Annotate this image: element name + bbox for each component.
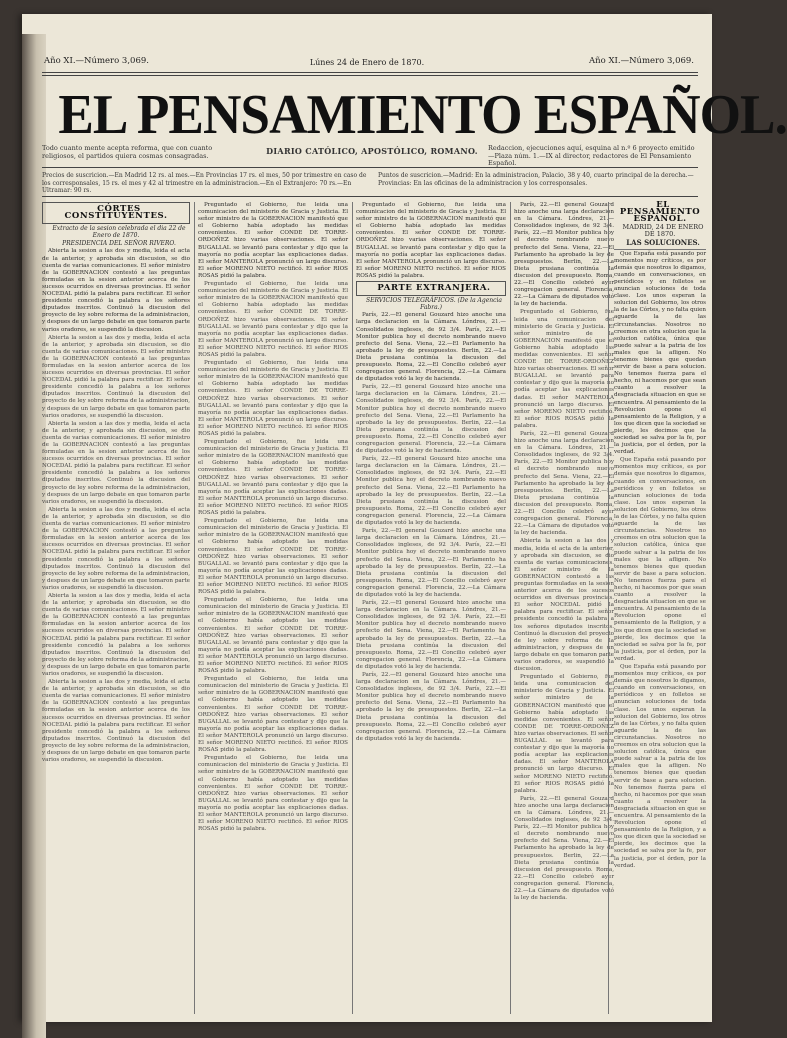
subscription-rule: [42, 167, 698, 168]
foreign-text-cont-4: París, 22.—El general Gouzard hizo anoche una larga declaracion en la Cámara. Lóndres, 21.—Consolidados ingleses, de 92 3/4. París, 22.—El Monitor publica hoy el decreto nombrando nuevo prefecto del Sena. Viena, 22.—El Parlamento ha aprobado la ley de presupuestos. Berlin, 22.—La Dieta prusiana continúa la discusion del presupuesto. Roma, 22.—El Concilio celebró ayer congregacion general. Florencia, 22.—La Cámara de diputados votó la ley de hacienda.: [356, 600, 506, 670]
body-rule: [42, 196, 698, 197]
foreign-text-cont-3: París, 22.—El general Gouzard hizo anoche una larga declaracion en la Cámara. Lóndres, 21.—Consolidados ingleses, de 92 3/4. París, 22.—El Monitor publica hoy el decreto nombrando nuevo prefecto del Sena. Viena, 22.—El Parlamento ha aprobado la ley de presupuestos. Berlin, 22.—La Dieta prusiana continúa la discusion del presupuesto. Roma, 22.—El Concilio celebró ayer congregacion general. Florencia, 22.—La Cámara de diputados votó la ley de hacienda.: [356, 528, 506, 598]
administration-note: Redaccion, ejecuciones aquí, esquina al n.º 6 proyecto emitido—Plaza núm. 1.—IX al director, redactores de El Pensamiento Español.: [488, 144, 695, 167]
session-text-cont-4: Preguntado el Gobierno, fue leida una comunicacion del ministerio de Gracia y Justicia. El señor ministro de la GOBERNACION manifestó que el Gobierno había adoptado las medidas convenientes. El señor CONDE DE TORRE-ORDOÑEZ hizo varias observaciones. El señor BUGALLAL se levantó para contestar y dijo que la mayoría no podía aceptar las explicaciones dadas. El señor MANTEROLA pronunció un largo discurso. El señor MORENO NIETO rectificó. El señor RIOS ROSAS pidió la palabra.: [198, 518, 348, 596]
news-text-cont-5: París, 22.—El general Gouzard hizo anoche una larga declaracion en la Cámara. Lóndres, 21.—Consolidados ingleses, de 92 3/4. París, 22.—El Monitor publica hoy el decreto nombrando nuevo prefecto del Sena. Viena, 22.—El Parlamento ha aprobado la ley de presupuestos. Berlin, 22.—La Dieta prusiana continúa la discusion del presupuesto. Roma, 22.—El Concilio celebró ayer congregacion general. Florencia, 22.—La Cámara de diputados votó la ley de hacienda.: [514, 795, 614, 902]
column-divider: [352, 202, 353, 1014]
news-text: París, 22.—El general Gouzard hizo anoche una larga declaracion en la Cámara. Lóndres, 21.—Consolidados ingleses, de 92 3/4. París, 22.—El Monitor publica hoy el decreto nombrando nuevo prefecto del Sena. Viena, 22.—El Parlamento ha aprobado la ley de presupuestos. Berlin, 22.—La Dieta prusiana continúa la discusion del presupuesto. Roma, 22.—El Concilio celebró ayer congregacion general. Florencia, 22.—La Cámara de diputados votó la ley de hacienda.: [514, 202, 614, 308]
foreign-text-cont-5: París, 22.—El general Gouzard hizo anoche una larga declaracion en la Cámara. Lóndres, 21.—Consolidados ingleses, de 92 3/4. París, 22.—El Monitor publica hoy el decreto nombrando nuevo prefecto del Sena. Viena, 22.—El Parlamento ha aprobado la ley de presupuestos. Berlin, 22.—La Dieta prusiana continúa la discusion del presupuesto. Roma, 22.—El Concilio celebró ayer congregacion general. Florencia, 22.—La Cámara de diputados votó la ley de hacienda.: [356, 672, 506, 742]
foreign-text: París, 22.—El general Gouzard hizo anoche una larga declaracion en la Cámara. Lóndres, 21.—Consolidados ingleses, de 92 3/4. París, 22.—El Monitor publica hoy el decreto nombrando nuevo prefecto del Sena. Viena, 22.—El Parlamento ha aprobado la ley de presupuestos. Berlin, 22.—La Dieta prusiana continúa la discusion del presupuesto. Roma, 22.—El Concilio celebró ayer congregacion general. Florencia, 22.—La Cámara de diputados votó la ley de hacienda.: [356, 312, 506, 383]
column-cortes: [42, 202, 190, 1014]
column-news: [514, 202, 614, 1014]
cortes-text: Abierta la sesion a las dos y media, leida el acta de la anterior, y aprobada sin discusion, se dio cuenta de varias comunicaciones. El señor ministro de la GOBERNACION contestó a las preguntas formuladas en la sesion anterior acerca de los sucesos ocurridos en diversas provincias. El señor NOCEDAL pidió la palabra para rectificar. El señor presidente concedió la palabra a los señores diputados inscritos. Continuó la discusion del proyecto de ley sobre reforma de la administracion, y despues de un largo debate en que tomaron parte varios oradores, se suspendió la discusion.: [42, 248, 190, 333]
masthead-title: EL PENSAMIENTO ESPAÑOL.: [58, 84, 787, 146]
column-editorial: [614, 202, 706, 1014]
column-divider: [608, 202, 609, 1014]
cortes-text-cont-3: Abierta la sesion a las dos y media, leida el acta de la anterior, y aprobada sin discusion, se dio cuenta de varias comunicaciones. El señor ministro de la GOBERNACION contestó a las preguntas formuladas en la sesion anterior acerca de los sucesos ocurridos en diversas provincias. El señor NOCEDAL pidió la palabra para rectificar. El señor presidente concedió la palabra a los señores diputados inscritos. Continuó la discusion del proyecto de ley sobre reforma de la administracion, y despues de un largo debate en que tomaron parte varios oradores, se suspendió la discusion.: [42, 506, 190, 591]
top-rule-2: [42, 75, 698, 76]
news-text-cont-2: París, 22.—El general Gouzard hizo anoche una larga declaracion en la Cámara. Lóndres, 21.—Consolidados ingleses, de 92 3/4. París, 22.—El Monitor publica hoy el decreto nombrando nuevo prefecto del Sena. Viena, 22.—El Parlamento ha aprobado la ley de presupuestos. Berlin, 22.—La Dieta prusiana continúa la discusion del presupuesto. Roma, 22.—El Concilio celebró ayer congregacion general. Florencia, 22.—La Cámara de diputados votó la ley de hacienda.: [514, 431, 614, 537]
session-text-cont-3: Preguntado el Gobierno, fue leida una comunicacion del ministerio de Gracia y Justicia. El señor ministro de la GOBERNACION manifestó que el Gobierno había adoptado las medidas convenientes. El señor CONDE DE TORRE-ORDOÑEZ hizo varias observaciones. El señor BUGALLAL se levantó para contestar y dijo que la mayoría no podía aceptar las explicaciones dadas. El señor MANTEROLA pronunció un largo discurso. El señor MORENO NIETO rectificó. El señor RIOS ROSAS pidió la palabra.: [198, 439, 348, 517]
news-text-cont: Preguntado el Gobierno, fue leida una comunicacion del ministerio de Gracia y Justicia. El señor ministro de la GOBERNACION manifestó que el Gobierno había adoptado las medidas convenientes. El señor CONDE DE TORRE-ORDOÑEZ hizo varias observaciones. El señor BUGALLAL se levantó para contestar y dijo que la mayoría no podía aceptar las explicaciones dadas. El señor MANTEROLA pronunció un largo discurso. El señor MORENO NIETO rectificó. El señor RIOS ROSAS pidió la palabra.: [514, 309, 614, 429]
foreign-intro: Preguntado el Gobierno, fue leida una comunicacion del ministerio de Gracia y Justicia. El señor ministro de la GOBERNACION manifestó que el Gobierno había adoptado las medidas convenientes. El señor CONDE DE TORRE-ORDOÑEZ hizo varias observaciones. El señor BUGALLAL se levantó para contestar y dijo que la mayoría no podía aceptar las explicaciones dadas. El señor MANTEROLA pronunció un largo discurso. El señor MORENO NIETO rectificó. El señor RIOS ROSAS pidió la palabra.: [356, 202, 506, 279]
foreign-text-cont: París, 22.—El general Gouzard hizo anoche una larga declaracion en la Cámara. Lóndres, 21.—Consolidados ingleses, de 92 3/4. París, 22.—El Monitor publica hoy el decreto nombrando nuevo prefecto del Sena. Viena, 22.—El Parlamento ha aprobado la ley de presupuestos. Berlin, 22.—La Dieta prusiana continúa la discusion del presupuesto. Roma, 22.—El Concilio celebró ayer congregacion general. Florencia, 22.—La Cámara de diputados votó la ley de hacienda.: [356, 384, 506, 455]
editorial-masthead: EL PENSAMIENTO ESPAÑOL.: [619, 200, 701, 225]
session-text: Preguntado el Gobierno, fue leida una comunicacion del ministerio de Gracia y Justicia. El señor ministro de la GOBERNACION manifestó que el Gobierno había adoptado las medidas convenientes. El señor CONDE DE TORRE-ORDOÑEZ hizo varias observaciones. El señor BUGALLAL se levantó para contestar y dijo que la mayoría no podía aceptar las explicaciones dadas. El señor MANTEROLA pronunció un largo discurso. El señor MORENO NIETO rectificó. El señor RIOS ROSAS pidió la palabra.: [198, 202, 348, 279]
foreign-title: PARTE EXTRANJERA.: [356, 281, 506, 296]
top-rule: [42, 72, 698, 73]
editorial-date: MADRID, 24 DE ENERO DE 1870.: [622, 223, 704, 239]
news-text-cont-3: Abierta la sesion a las dos y media, leida el acta de la anterior, y aprobada sin discusion, se dio cuenta de varias comunicaciones. El señor ministro de la GOBERNACION contestó a las preguntas formuladas en la sesion anterior acerca de los sucesos ocurridos en diversas provincias. El señor NOCEDAL pidió la palabra para rectificar. El señor presidente concedió la palabra a los señores diputados inscritos. Continuó la discusion del proyecto de ley sobre reforma de la administracion, y despues de un largo debate en que tomaron parte varios oradores, se suspendió la discusion.: [514, 538, 614, 673]
column-divider: [510, 202, 511, 1014]
session-text-cont-2: Preguntado el Gobierno, fue leida una comunicacion del ministerio de Gracia y Justicia. El señor ministro de la GOBERNACION manifestó que el Gobierno había adoptado las medidas convenientes. El señor CONDE DE TORRE-ORDOÑEZ hizo varias observaciones. El señor BUGALLAL se levantó para contestar y dijo que la mayoría no podía aceptar las explicaciones dadas. El señor MANTEROLA pronunció un largo discurso. El señor MORENO NIETO rectificó. El señor RIOS ROSAS pidió la palabra.: [198, 360, 348, 437]
newspaper-page: [22, 14, 787, 1022]
cortes-presidency: PRESIDENCIA DEL SEÑOR RIVERO.: [62, 240, 176, 248]
editorial-text-cont-2: Que España está pasando por momentos muy críticos, es por demás que nosotros lo digamos, cuando en conversaciones, en periódicos y en folletos se anuncian soluciones de toda clase. Los unos esperan la solucion del Gobierno, los otros la de las Córtes, y no falta quien aguarde la de las circunstancias. Nosotros no creemos en otra solucion que la solucion católica, única que puede salvar a la patria de los males que la afligen. No tenemos bienes que quedan servir de base a para solucion. No tenemos fuerza para el hecho, ni hacemos por que sean cuanto a resolver la desgraciada situacion en que se encuentra. Al pensamiento de la Revolucion opone el pensamiento de la Religion, y a los que dicen que la sociedad se pierde, les decimos que la sociedad se salva por la fe, por la justicia, por el órden, por la verdad.: [614, 664, 706, 869]
editorial-text: Que España está pasando por momentos muy críticos, es por demás que nosotros lo digamos, cuando en conversaciones, en periódicos y en folletos se anuncian soluciones de toda clase. Los unos esperan la solucion del Gobierno, los otros la de las Córtes, y no falta quien aguarde la de las circunstancias. Nosotros no creemos en otra solucion que la solucion católica, única que puede salvar a la patria de los males que la afligen. No tenemos bienes que quedan servir de base a para solucion. No tenemos fuerza para el hecho, ni hacemos por que sean cuanto a resolver la desgraciada situacion en que se encuentra. Al pensamiento de la Revolucion opone el pensamiento de la Religion, y a los que dicen que la sociedad se pierde, les decimos que la sociedad se salva por la fe, por la justicia, por el órden, por la verdad.: [614, 250, 706, 456]
editorial-heading: LAS SOLUCIONES.: [614, 239, 706, 249]
subtitle: DIARIO CATÓLICO, APOSTÓLICO, ROMANO.: [266, 146, 478, 156]
foreign-text-cont-2: París, 22.—El general Gouzard hizo anoche una larga declaracion en la Cámara. Lóndres, 21.—Consolidados ingleses, de 92 3/4. París, 22.—El Monitor publica hoy el decreto nombrando nuevo prefecto del Sena. Viena, 22.—El Parlamento ha aprobado la ley de presupuestos. Berlin, 22.—La Dieta prusiana continúa la discusion del presupuesto. Roma, 22.—El Concilio celebró ayer congregacion general. Florencia, 22.—La Cámara de diputados votó la ley de hacienda.: [356, 456, 506, 527]
editorial-text-cont: Que España está pasando por momentos muy críticos, es por demás que nosotros lo digamos, cuando en conversaciones, en periódicos y en folletos se anuncian soluciones de toda clase. Los unos esperan la solucion del Gobierno, los otros la de las Córtes, y no falta quien aguarde la de las circunstancias. Nosotros no creemos en otra solucion que la solucion católica, única que puede salvar a la patria de los males que la afligen. No tenemos bienes que quedan servir de base a para solucion. No tenemos fuerza para el hecho, ni hacemos por que sean cuanto a resolver la desgraciada situacion en que se encuentra. Al pensamiento de la Revolucion opone el pensamiento de la Religion, y a los que dicen que la sociedad se pierde, les decimos que la sociedad se salva por la fe, por la justicia, por el órden, por la verdad.: [614, 457, 706, 662]
cortes-text-cont-4: Abierta la sesion a las dos y media, leida el acta de la anterior, y aprobada sin discusion, se dio cuenta de varias comunicaciones. El señor ministro de la GOBERNACION contestó a las preguntas formuladas en la sesion anterior acerca de los sucesos ocurridos en diversas provincias. El señor NOCEDAL pidió la palabra para rectificar. El señor presidente concedió la palabra a los señores diputados inscritos. Continuó la discusion del proyecto de ley sobre reforma de la administracion, y despues de un largo debate en que tomaron parte varios oradores, se suspendió la discusion.: [42, 592, 190, 677]
subscription-points: Puntos de suscricion.—Madrid: En la administracion, Palacio, 38 y 40, cuarto principal de la derecha.—Provincias: En las oficinas de la administracion y los corresponsales.: [378, 172, 694, 187]
session-text-cont-6: Preguntado el Gobierno, fue leida una comunicacion del ministerio de Gracia y Justicia. El señor ministro de la GOBERNACION manifestó que el Gobierno había adoptado las medidas convenientes. El señor CONDE DE TORRE-ORDOÑEZ hizo varias observaciones. El señor BUGALLAL se levantó para contestar y dijo que la mayoría no podía aceptar las explicaciones dadas. El señor MANTEROLA pronunció un largo discurso. El señor MORENO NIETO rectificó. El señor RIOS ROSAS pidió la palabra.: [198, 676, 348, 754]
cortes-subtitle: Extracto de la sesion celebrada el dia 22 de Enero de 1870.: [52, 225, 186, 240]
issue-date: Lúnes 24 de Enero de 1870.: [309, 58, 425, 67]
cortes-text-cont-2: Abierta la sesion a las dos y media, leida el acta de la anterior, y aprobada sin discusion, se dio cuenta de varias comunicaciones. El señor ministro de la GOBERNACION contestó a las preguntas formuladas en la sesion anterior acerca de los sucesos ocurridos en diversas provincias. El señor NOCEDAL pidió la palabra para rectificar. El señor presidente concedió la palabra a los señores diputados inscritos. Continuó la discusion del proyecto de ley sobre reforma de la administracion, y despues de un largo debate en que tomaron parte varios oradores, se suspendió la discusion.: [42, 420, 190, 505]
issue-number-left: Año XI.—Número 3,069.: [44, 56, 149, 66]
issue-number-right: Año XI.—Número 3,069.: [589, 56, 694, 66]
foreign-subtitle: SERVICIOS TELEGRÁFICOS. (De la Agencia Fabra.): [366, 297, 502, 312]
news-text-cont-4: Preguntado el Gobierno, fue leida una comunicacion del ministerio de Gracia y Justicia. El señor ministro de la GOBERNACION manifestó que el Gobierno había adoptado las medidas convenientes. El señor CONDE DE TORRE-ORDOÑEZ hizo varias observaciones. El señor BUGALLAL se levantó para contestar y dijo que la mayoría no podía aceptar las explicaciones dadas. El señor MANTEROLA pronunció un largo discurso. El señor MORENO NIETO rectificó. El señor RIOS ROSAS pidió la palabra.: [514, 674, 614, 794]
subscription-prices: Precios de suscricion.—En Madrid 12 rs. al mes.—En Provincias 17 rs. el mes, 50 por trimestre en caso de los corresponsales, 15 rs. el mes y 42 al trimestre en la administracion.—En el Extranjero: 70 rs.—En Ultramar: 90 rs.: [42, 172, 367, 194]
motto: Todo cuanto mente acepta reforma, que con cuanto religiosos, el partidos quiera cosmas consagradas.: [42, 144, 213, 160]
session-text-cont-5: Preguntado el Gobierno, fue leida una comunicacion del ministerio de Gracia y Justicia. El señor ministro de la GOBERNACION manifestó que el Gobierno había adoptado las medidas convenientes. El señor CONDE DE TORRE-ORDOÑEZ hizo varias observaciones. El señor BUGALLAL se levantó para contestar y dijo que la mayoría no podía aceptar las explicaciones dadas. El señor MANTEROLA pronunció un largo discurso. El señor MORENO NIETO rectificó. El señor RIOS ROSAS pidió la palabra.: [198, 597, 348, 675]
session-text-cont: Preguntado el Gobierno, fue leida una comunicacion del ministerio de Gracia y Justicia. El señor ministro de la GOBERNACION manifestó que el Gobierno había adoptado las medidas convenientes. El señor CONDE DE TORRE-ORDOÑEZ hizo varias observaciones. El señor BUGALLAL se levantó para contestar y dijo que la mayoría no podía aceptar las explicaciones dadas. El señor MANTEROLA pronunció un largo discurso. El señor MORENO NIETO rectificó. El señor RIOS ROSAS pidió la palabra.: [198, 281, 348, 358]
cortes-text-cont: Abierta la sesion a las dos y media, leida el acta de la anterior, y aprobada sin discusion, se dio cuenta de varias comunicaciones. El señor ministro de la GOBERNACION contestó a las preguntas formuladas en la sesion anterior acerca de los sucesos ocurridos en diversas provincias. El señor NOCEDAL pidió la palabra para rectificar. El señor presidente concedió la palabra a los señores diputados inscritos. Continuó la discusion del proyecto de ley sobre reforma de la administracion, y despues de un largo debate en que tomaron parte varios oradores, se suspendió la discusion.: [42, 334, 190, 419]
column-divider: [194, 202, 195, 1014]
session-text-cont-7: Preguntado el Gobierno, fue leida una comunicacion del ministerio de Gracia y Justicia. El señor ministro de la GOBERNACION manifestó que el Gobierno había adoptado las medidas convenientes. El señor CONDE DE TORRE-ORDOÑEZ hizo varias observaciones. El señor BUGALLAL se levantó para contestar y dijo que la mayoría no podía aceptar las explicaciones dadas. El señor MANTEROLA pronunció un largo discurso. El señor MORENO NIETO rectificó. El señor RIOS ROSAS pidió la palabra.: [198, 755, 348, 833]
cortes-text-cont-5: Abierta la sesion a las dos y media, leida el acta de la anterior, y aprobada sin discusion, se dio cuenta de varias comunicaciones. El señor ministro de la GOBERNACION contestó a las preguntas formuladas en la sesion anterior acerca de los sucesos ocurridos en diversas provincias. El señor NOCEDAL pidió la palabra para rectificar. El señor presidente concedió la palabra a los señores diputados inscritos. Continuó la discusion del proyecto de ley sobre reforma de la administracion, y despues de un largo debate en que tomaron parte varios oradores, se suspendió la discusion.: [42, 679, 190, 764]
column-session-continued: [198, 202, 348, 1014]
cortes-title: CÓRTES CONSTITUYENTES.: [42, 202, 190, 224]
column-foreign: [356, 202, 506, 1014]
